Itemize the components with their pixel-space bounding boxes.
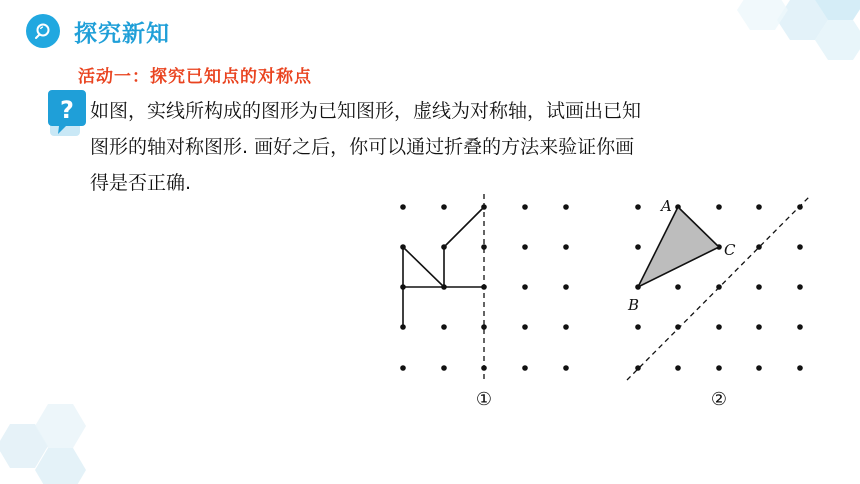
activity-title: 活动一：探究已知点的对称点: [78, 67, 312, 87]
figure-1-label: ①: [475, 389, 493, 410]
svg-text:?: ?: [60, 96, 74, 124]
question-line: 得是否正确.: [90, 172, 192, 194]
figure-2-triangle: [638, 207, 719, 287]
point-c-label: C: [724, 241, 736, 259]
figure-2-symmetry-axis: [627, 196, 810, 380]
point-b-label: B: [628, 296, 640, 314]
point-a-label: A: [661, 197, 672, 215]
question-line: 图形的轴对称图形. 画好之后，你可以通过折叠的方法来验证你画: [90, 136, 635, 158]
figure-1-known-shape: [403, 207, 484, 327]
question-line: 如图，实线所构成的图形为已知图形，虚线为对称轴，试画出已知: [90, 100, 642, 122]
section-title: 探究新知: [74, 20, 170, 47]
figure-2-label: ②: [710, 389, 728, 410]
